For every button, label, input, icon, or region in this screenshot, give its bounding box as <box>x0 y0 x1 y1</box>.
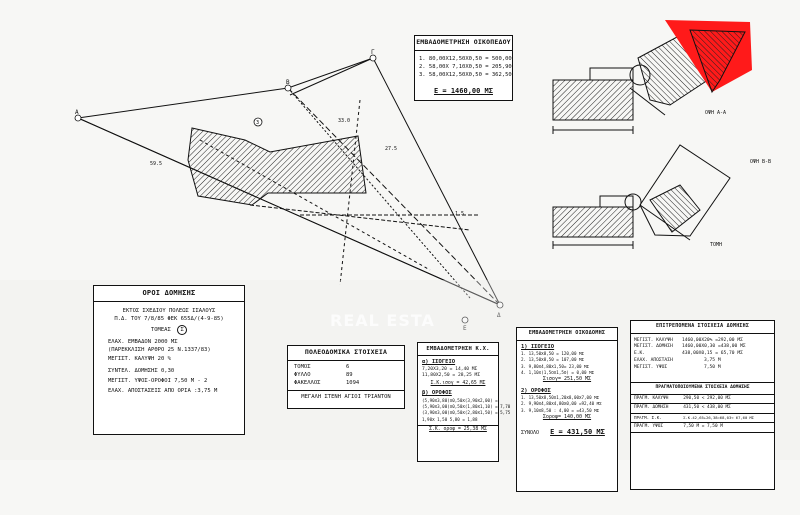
side-length-label: 1.5 <box>455 211 465 217</box>
view-labels <box>705 110 771 248</box>
svg-text:ΟΨΗ Α-Α: ΟΨΗ Α-Α <box>705 110 727 116</box>
coverage-box <box>417 342 511 462</box>
terms-line: ΜΕΓΙΣΤ. ΥΨΟΣ-ΟΡΟΦΟΙ 7,50 Μ - 2 <box>108 378 208 384</box>
terms-sector-value: Σ <box>177 325 187 335</box>
svg-text:ΟΨΗ Β-Β: ΟΨΗ Β-Β <box>750 159 772 165</box>
section-view-2 <box>553 145 730 249</box>
terms-line: ΜΕΓΙΣΤ. ΚΑΛΥΨΗ 20 % <box>108 355 171 362</box>
side-length-label: 33.0 <box>338 118 351 124</box>
terms-line: ΕΛΑΧ. ΑΠΟΣΤΑΣΕΙΣ ΑΠΟ ΟΡΙΑ :3,75 Μ <box>108 388 218 395</box>
lot-corner-label: Ε <box>463 325 467 332</box>
lot-corner-label: Δ <box>497 312 501 319</box>
actual-row-label: ΠΡΑΓΜ. ΔΟΜΗΣΗ <box>631 404 680 414</box>
plot-area-row: 2. 58,00Χ 7,10Χ0,50 = 205,90 <box>419 64 512 70</box>
allowed-row-value: 1460,00Χ20% =292,00 ΜΣ <box>682 337 743 343</box>
building-terms-box <box>93 285 245 435</box>
lot-corner-label: Α <box>75 109 79 116</box>
allowed-row-label: Ε.Κ. <box>634 351 646 357</box>
allowed-row-value: 7,50 Μ <box>704 365 721 371</box>
actual-row-label: ΠΡΑΓΜ. ΚΑΛΥΨΗ <box>631 395 680 404</box>
zoning-row <box>294 363 398 371</box>
lot-corner-label: Γ <box>371 49 375 56</box>
allowed-row-value: 3,75 Μ <box>704 358 721 364</box>
plot-area-row: 1. 80,00Χ12,50Χ0,50 = 500,00 <box>419 55 512 62</box>
floor-area-box <box>516 327 618 492</box>
actual-row <box>631 423 774 433</box>
floor-area-row: 2. 9,90Χ4,80Χ4,80Χ0,00 =92,40 ΜΣ <box>521 401 602 407</box>
actual-row-value: Σ.Κ.42,65+26,38=68,03< 67,60 ΜΣ <box>680 414 774 423</box>
terms-line: ΣΥΝΤΕΛ. ΔΟΜΗΣΗΣ 0,30 <box>108 367 175 374</box>
allowed-row-value: 438,00Χ0,15 = 65,70 ΜΣ <box>682 351 743 357</box>
allowed-row-label: ΜΕΓΙΣΤ. ΥΨΟΣ <box>634 365 668 371</box>
lot-corner-label: Β <box>286 79 290 86</box>
plot-area-title: ΕΜΒΑΔΟΜΕΤΡΗΣΗ ΟΙΚΟΠΕΔΟΥ <box>415 36 512 51</box>
coverage-row: 11,80Χ2,50 = 28,25 ΜΣ <box>422 373 481 379</box>
allowed-row <box>634 365 771 372</box>
terms-sector-label: ΤΟΜΕΑΣ <box>150 327 171 333</box>
floor-area-title: ΕΜΒΑΔΟΜΕΤΡΗΣΗ ΟΙΚΟΔΟΜΗΣ <box>517 328 617 341</box>
zoning-row <box>294 379 398 387</box>
side-length-label: 59.5 <box>150 161 163 167</box>
allowed-row-label: ΜΕΓΙΣΤ. ΚΑΛΥΨΗ <box>634 337 673 343</box>
zoning-row-value: 6 <box>346 363 350 370</box>
coverage-group-heading: β) ΟΡΟΦΟΣ <box>422 390 452 397</box>
terms-line: ΕΛΑΧ. ΕΜΒΑΔΟΝ 2000 ΜΣ <box>108 339 178 345</box>
floor-area-row: 3. 9,80Χ4,80Χ1,50= 23,00 ΜΣ <box>521 363 590 369</box>
coverage-row: (5,90Χ3,00)Χ0,50Χ(1,80Χ1,10) = 7,70 <box>422 404 511 410</box>
actual-row <box>631 404 774 414</box>
coverage-sum: Σ.Κ.ισογ = 42,65 ΜΣ <box>430 381 486 387</box>
zoning-row-label: ΦΥΛΛΟ <box>294 372 311 378</box>
side-length-label: 27.5 <box>385 146 398 152</box>
floor-area-row: 2. 13,50Χ8,50 = 107,00 ΜΣ <box>521 357 585 363</box>
floor-area-row: 3. 9,10Χ8,50 : 4,00 = =43,50 ΜΣ <box>521 407 600 413</box>
coverage-row: (5,90Χ3,80)Χ0,50Χ(3,90Χ2,00) = <box>422 397 498 403</box>
zoning-rows <box>288 361 404 390</box>
actual-row <box>631 414 774 423</box>
allowed-row-label: ΕΛΑΧ. ΑΠΟΣΤΑΣΗ <box>634 358 673 364</box>
actual-row-value: 290,50 < 292,00 ΜΣ <box>680 395 774 404</box>
allowed-title: ΕΠΙΤΡΕΠΟΜΕΝΑ ΣΤΟΙΧΕΙΑ ΔΟΜΗΣΗΣ <box>631 321 774 334</box>
zoning-title: ΠΟΛΕΟΔΟΜΙΚΑ ΣΤΟΙΧΕΙΑ <box>288 346 404 361</box>
coverage-title: ΕΜΒΑΔΟΜΕΤΡΗΣΗ Κ.Χ. <box>418 343 498 356</box>
allowed-row-label: ΜΕΓΙΣΤ. ΔΟΜΗΣΗ <box>634 344 673 350</box>
plot-area-total <box>415 84 512 99</box>
terms-line: ΕΚΤΟΣ ΣΧΕΔΙΟΥ ΠΟΛΕΩΣ ΙΣΑΛΟΥΣ <box>122 307 216 314</box>
zoning-row-label: ΦΑΚΕΛΛΟΣ <box>294 380 321 387</box>
actual-row <box>631 395 774 404</box>
building-terms-title: ΟΡΟΙ ΔΟΜΗΣΗΣ <box>94 286 244 302</box>
floor-area-row: 4. 1,10Χ(1,5ΟΧ1,5Ο) = 0,00 ΜΣ <box>521 369 595 375</box>
plot-area-row: 3. 58,00Χ12,50Χ0,50 = 362,50 <box>419 72 512 79</box>
allowed-box <box>630 320 775 490</box>
terms-line: Π.Δ. ΤΟΥ 7/8/85 ΦΕΚ 655Δ/(4-9-85) <box>114 315 224 322</box>
coverage-sum: Σ.Κ. ορoφ = 25,38 ΜΣ <box>418 425 498 433</box>
zoning-row <box>294 371 398 379</box>
allowed-row-value: 1460,00Χ0,30 =438,00 ΜΣ <box>682 344 746 350</box>
floor-area-total-row <box>517 427 617 438</box>
coverage-group-heading: α) ΙΣΟΓΕΙΟ <box>422 359 456 366</box>
floor-area-row: 1. 13,50Χ8,50Χ1,20Χ8,00Χ7,00 ΜΣ <box>521 394 600 400</box>
terms-line: (ΠΑΡΕΚΚΛΙΣΗ ΑΡΘΡΟ 25 Ν.1337/83) <box>108 347 211 354</box>
actual-table <box>631 395 774 433</box>
zoning-footer: ΜΕΓΑΛΗ ΣΤΕΝΗ ΑΓΙΟΙ ΤΡΙΑΝΤΟΝ <box>288 390 404 401</box>
svg-text:ΤΟΜΗ: ΤΟΜΗ <box>710 242 723 248</box>
site-building-footprint <box>188 128 366 205</box>
actual-row-label: ΠΡΑΓΜ. ΥΨΟΣ <box>631 423 680 433</box>
plot-area-box <box>414 35 513 101</box>
svg-text:3: 3 <box>256 120 260 126</box>
floor-area-total-value: Ε = 431,50 ΜΣ <box>550 428 605 437</box>
floor-area-sum: Σισογ= 251,50 ΜΣ <box>542 376 592 383</box>
zoning-row-label: ΤΟΜΟΣ <box>294 363 311 370</box>
zoning-row-value: 89 <box>346 372 353 378</box>
coverage-row: 1,90Χ 1,50 5,80 = 1,88 <box>422 416 478 422</box>
coverage-row: 7,20Χ3,20 = 14,40 ΜΣ <box>422 366 478 372</box>
actual-row-label: ΠΡΑΓΜ. Σ.Κ. <box>631 414 680 423</box>
building-number-marker <box>254 118 262 126</box>
floor-area-group-heading: 2) ΟΡΟΦΟΣ <box>521 387 551 394</box>
allowed-rows <box>631 334 774 376</box>
floor-area-sum: Σορoφ= 140,00 ΜΣ <box>542 413 592 420</box>
actual-row-value: 7,50 Μ = 7,50 Μ <box>680 423 774 433</box>
actual-row-value: 431,50 < 438,00 ΜΣ <box>680 404 774 414</box>
coverage-row: (3,90Χ3,00)Χ0,50Χ(2,80Χ1,50) = 5,75 <box>422 410 511 416</box>
zoning-row-value: 1094 <box>346 380 360 387</box>
actual-title: ΠΡΑΓΜΑΤΟΠΟΙΟΥΜΕΝΑ ΣΤΟΙΧΕΙΑ ΔΟΜΗΣΗΣ <box>631 382 774 395</box>
floor-area-row: 1. 13,50Χ8,50 = 120,00 ΜΣ <box>521 351 585 357</box>
watermark-text: REAL ESTA <box>330 311 435 330</box>
zoning-box <box>287 345 405 409</box>
terms-sector <box>94 325 244 335</box>
floor-area-group-heading: 1) ΙΣΟΓΕΙΟ <box>521 343 555 350</box>
plot-area-total-value: Ε = 1460,00 ΜΣ <box>433 86 493 95</box>
floor-area-total-label: ΣΥΝΟΛΟ <box>521 430 540 437</box>
